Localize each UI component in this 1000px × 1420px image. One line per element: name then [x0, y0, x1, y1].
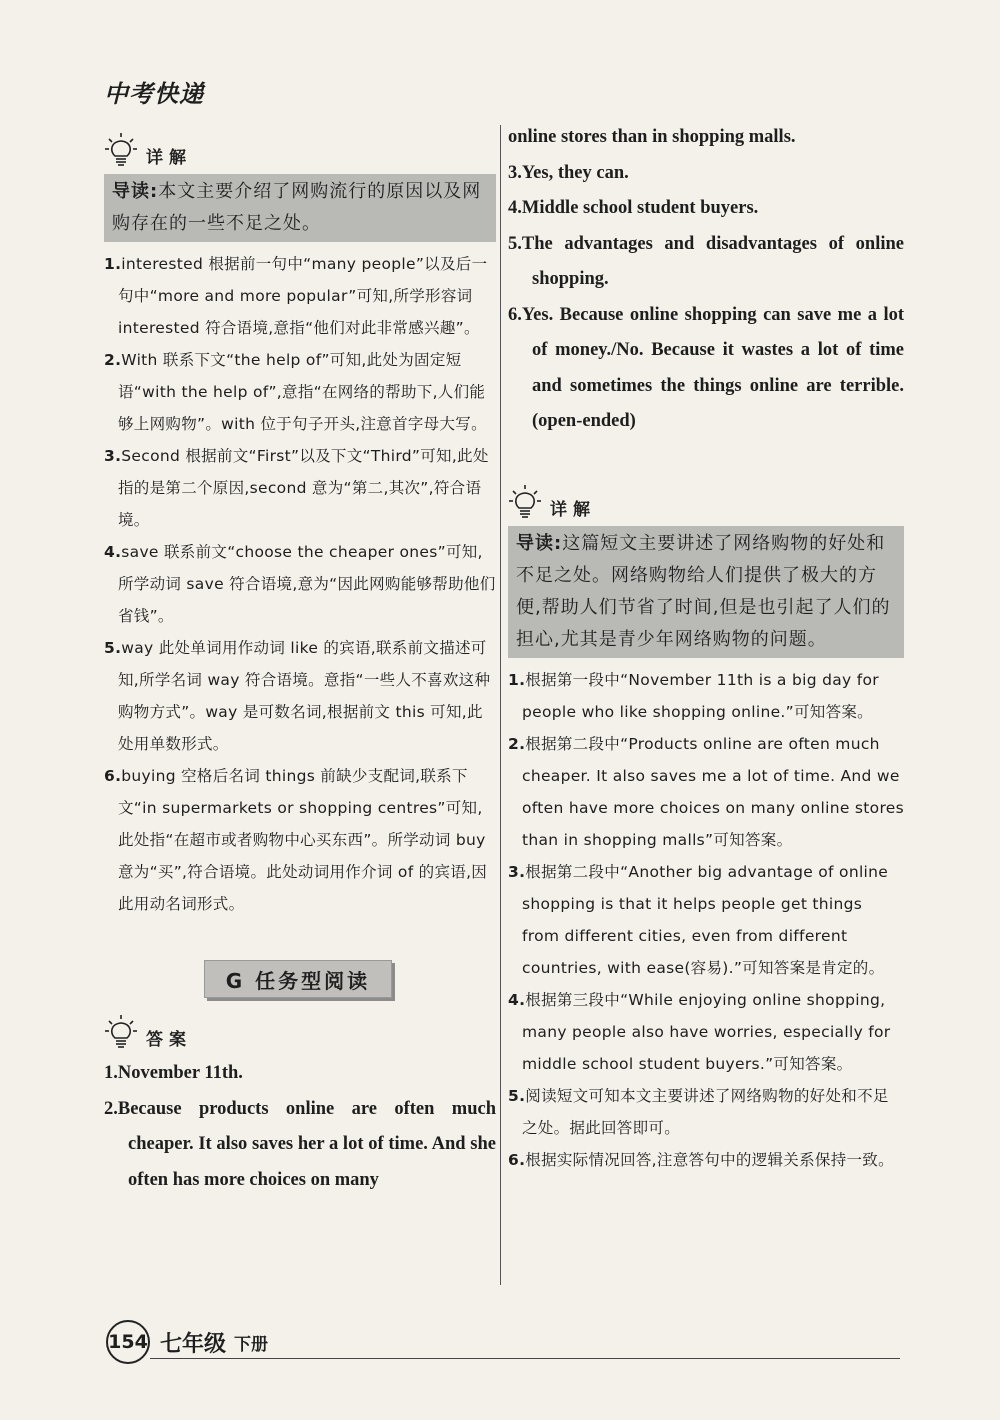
explain-heading-left: [104, 128, 496, 170]
answer-item: online stores than in shopping malls.: [508, 127, 796, 147]
column-divider: [500, 125, 501, 1285]
explain-item: 2.With 联系下文“the help of”可知,此处为固定短语“with the help of”,意指“在网络的帮助下,人们能够上网购物”。with 位于句子开头,注意首字母大写。: [104, 351, 487, 433]
answer-item: 2.Because products online are often much cheaper. It also saves her a lot of time. And she often has more choices on many: [104, 1098, 496, 1190]
explain-label: 详解: [146, 148, 192, 168]
grade-label: 七年级: [160, 1331, 227, 1357]
explain-item: 6.buying 空格后名词 things 前缺少支配词,联系下文“in supermarkets or shopping centres”可知,此处指“在超市或者购物中心买东西”。所学动词 buy 意为“买”,符合语境。此处动词用作介词 of 的宾语,因此用动名词形式。: [104, 767, 488, 913]
explain-item: 1.interested 根据前一句中“many people”以及后一句中“more and more popular”可知,所学形容词 interested 符合语境,意指“他们对此非常感兴趣”。: [104, 255, 488, 337]
guide-prefix: 导读:: [516, 532, 563, 554]
guide-text: 本文主要介绍了网购流行的原因以及网购存在的一些不足之处。: [112, 181, 482, 234]
lightbulb-icon: [104, 1012, 138, 1052]
footer: [106, 1320, 268, 1364]
page-number: 154: [106, 1320, 150, 1364]
explain-item: 2.根据第二段中“Products online are often much cheaper. It also saves me a lot of time. And we often have more choices on many online stores than in shopping malls”可知答案。: [508, 734, 905, 849]
explain-item: 6.根据实际情况回答,注意答句中的逻辑关系保持一致。: [508, 1150, 894, 1169]
explain-item: 5.阅读短文可知本文主要讲述了网络购物的好处和不足之处。据此回答即可。: [508, 1086, 889, 1137]
explain-heading-right: [508, 480, 904, 522]
header-title: 中考快递: [104, 80, 204, 108]
answer-item: 4.Middle school student buyers.: [508, 198, 759, 218]
volume-label: 下册: [234, 1334, 269, 1355]
section-title: G 任务型阅读: [204, 960, 392, 998]
guide-prefix: 导读:: [112, 181, 159, 202]
answer-item: 6.Yes. Because online shopping can save me a lot of money./No. Because it wastes a lot of time and sometimes the things online are terrible. (open-ended): [508, 304, 904, 431]
explain-item: 5.way 此处单词用作动词 like 的宾语,联系前文描述可知,所学名词 way 符合语境。意指“一些人不喜欢这种购物方式”。way 是可数名词,根据前文 this 可知,此处用单数形式。: [104, 639, 491, 753]
guide-box: [104, 174, 496, 242]
answer-item: 1.November 11th.: [104, 1063, 243, 1083]
answer-heading: [104, 1010, 496, 1052]
explain-item: 3.根据第二段中“Another big advantage of online shopping is that it helps people get things from different cities, even from different countries, with ease(容易).”可知答案是肯定的。: [508, 862, 889, 977]
answer-item: 3.Yes, they can.: [508, 162, 629, 183]
left-column: [104, 128, 496, 1198]
lightbulb-icon: [104, 130, 138, 170]
explain-item: 4.save 联系前文“choose the cheaper ones”可知,所学动词 save 符合语境,意为“因此网购能够帮助他们省钱”。: [104, 543, 496, 625]
lightbulb-icon: [508, 482, 542, 522]
answer-label: 答案: [146, 1030, 192, 1050]
guide-text: 这篇短文主要讲述了网络购物的好处和不足之处。网络购物给人们提供了极大的方便,帮助人们节省了时间,但是也引起了人们的担心,尤其是青少年网络购物的问题。: [516, 532, 891, 650]
answer-item: 5.The advantages and disadvantages of online shopping.: [508, 233, 904, 289]
explain-item: 4.根据第三段中“While enjoying online shopping, many people also have worries, especially for middle school student buyers.”可知答案。: [508, 990, 891, 1073]
explain-item: 3.Second 根据前文“First”以及下文“Third”可知,此处指的是第二个原因,second 意为“第二,其次”,符合语境。: [104, 447, 489, 529]
explain-label: 详解: [550, 499, 596, 520]
right-column: [508, 120, 904, 1176]
explain-item: 1.根据第一段中“November 11th is a big day for people who like shopping online.”可知答案。: [508, 670, 879, 721]
guide-box: [508, 526, 904, 658]
